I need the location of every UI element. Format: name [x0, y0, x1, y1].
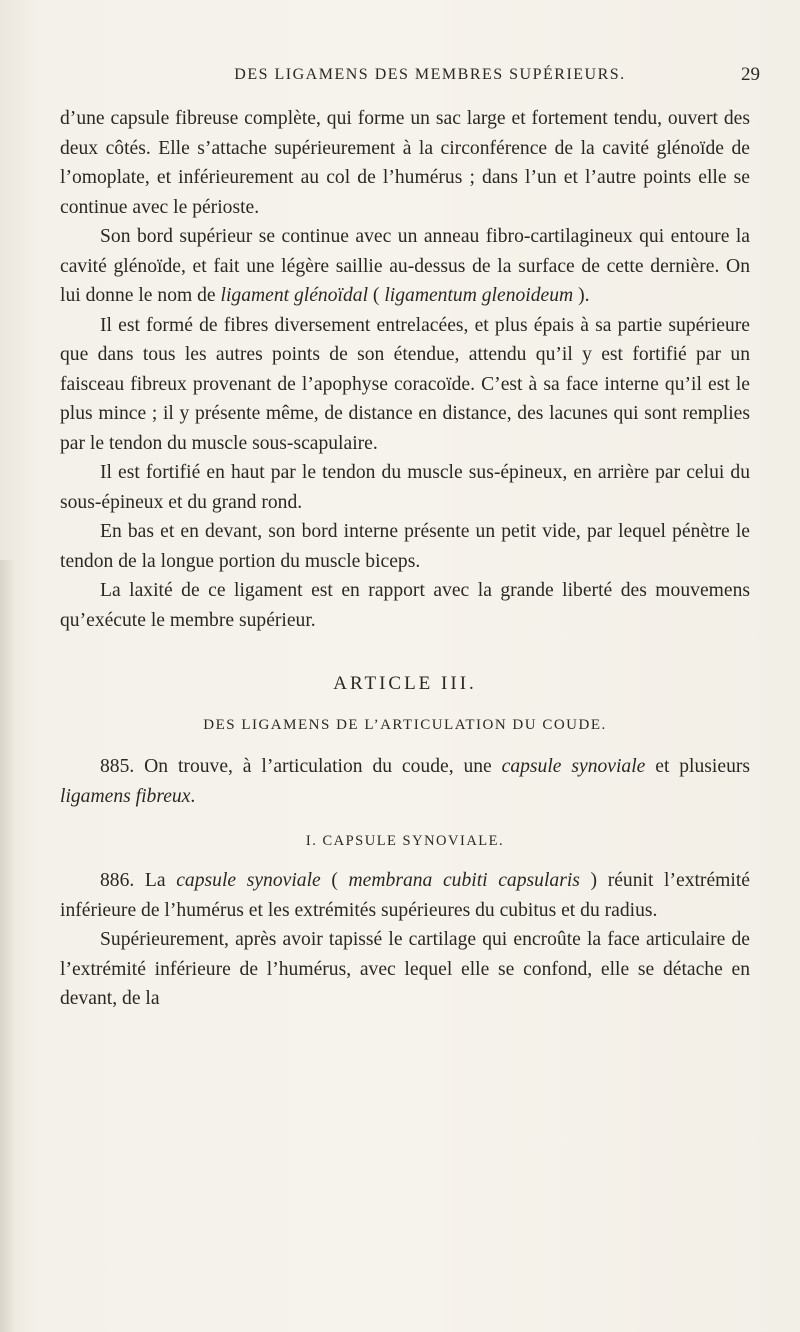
text-run: 886. La: [100, 870, 177, 891]
paragraph-fortified: Il est fortifié en haut par le tendon du muscle sus-épineux, en arrière par celui du sous-épineux et du grand rond.: [60, 462, 750, 513]
paragraph-biceps: En bas et en devant, son bord interne présente un petit vide, par lequel pénètre le tendon de la longue portion du muscle biceps.: [60, 521, 750, 572]
term-ligament-glenoidal: ligament glénoïdal: [220, 285, 369, 306]
text-run: et plusieurs: [645, 756, 751, 777]
text-run: Son bord supérieur se continue avec un anneau fibro-cartilagineux qui entoure la cavité glénoïde, et fait une légère saillie au-dessus de la surface de cette dernière. On lui donne le nom de: [60, 226, 750, 306]
paragraph-superior: Supérieurement, après avoir tapissé le cartilage qui encroûte la face articulaire de l’extrémité inférieure de l’humérus, avec lequel elle se confond, elle se détache en devant, de la: [60, 929, 750, 1009]
paragraph-886: [60, 866, 750, 925]
paragraph-laxity: La laxité de ce ligament est en rapport avec la grande liberté des mouvemens qu’exécute le membre supérieur.: [60, 580, 750, 631]
term-latin-cubiti: membrana cubiti capsularis: [348, 870, 580, 891]
article-heading: ARTICLE III.: [333, 673, 477, 694]
text-run: (: [320, 870, 349, 891]
page-number: 29: [741, 64, 760, 85]
term-capsule-synoviale: capsule synoviale: [176, 870, 321, 891]
paragraph-fibres: Il est formé de fibres diversement entrelacées, et plus épais à sa partie supérieure que dans tous les autres points de son étendue, attendu qu’il y est fortifié par un faisceau fibreux provenant de l’apophyse coracoïde. C’est à sa face interne qu’il est le plus mince ; il y présente même, de distance en distance, des lacunes qui sont remplies par le tendon du muscle sous-scapulaire.: [60, 314, 750, 454]
page-body: [60, 104, 750, 1014]
chapter-heading: DES LIGAMENS DE L’ARTICULATION DU COUDE.: [203, 717, 607, 733]
text-run: (: [368, 285, 385, 306]
text-run: .: [190, 785, 196, 807]
paragraph-885: [60, 752, 750, 811]
text-run: ).: [573, 285, 590, 306]
section-heading: I. CAPSULE SYNOVIALE.: [305, 833, 505, 849]
running-title: DES LIGAMENS DES MEMBRES SUPÉRIEURS.: [234, 66, 626, 83]
page-binding-shadow: [0, 560, 14, 1332]
term-capsule-synoviale: capsule synoviale: [501, 756, 646, 777]
term-latin-glenoideum: ligamentum glenoideum: [384, 285, 574, 306]
term-ligamens-fibreux: ligamens fibreux: [60, 785, 191, 807]
running-head: [100, 64, 760, 92]
paragraph-glenoid-ligament: [60, 222, 750, 311]
text-run: ) réunit l’extrémité inférieure de l’humérus et les extrémités supérieures du cubitus et du radius.: [60, 870, 750, 921]
paragraph-capsule-continuation: d’une capsule fibreuse complète, qui forme un sac large et fortement tendu, ouvert des deux côtés. Elle s’attache supérieurement à la circonférence de la cavité glénoïde de l’omoplate, et inférieurement au col de l’humérus ; dans l’un et l’autre points elle se continue avec le périoste.: [60, 108, 750, 218]
text-run: 885. On trouve, à l’articulation du coude, une: [100, 756, 502, 777]
